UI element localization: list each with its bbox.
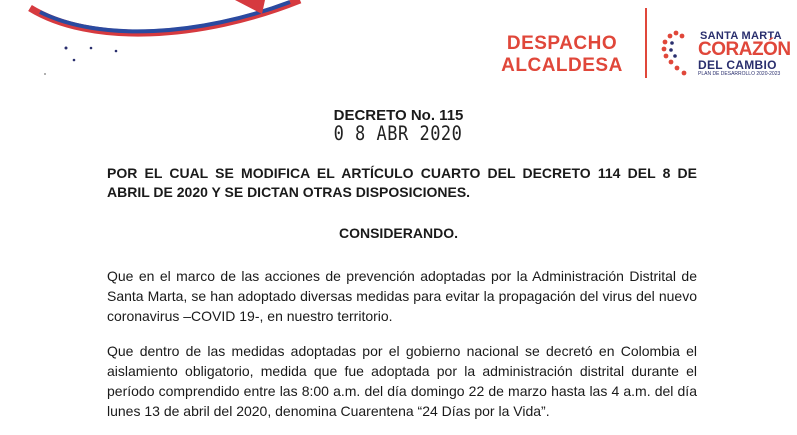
santa-marta-logo [660,28,795,80]
section-heading: CONSIDERANDO. [338,225,458,241]
logo-text-del-cambio: DEL CAMBIO [698,58,777,72]
paragraph-2: Que dentro de las medidas adoptadas por el gobierno nacional se decretó en Colombia el aislamiento obligatorio, medida que fue adoptada por la administración distrital durante el período comprendido entre las 8:00 a.m. del día domingo 22 de marzo hasta las 4 a.m. del día lunes 13 de abril del 2020, denomina Cuarentena “24 Días por la Vida”. [107,343,697,419]
logo-text-santa-marta: SANTA MARTA [700,30,782,42]
logo-text-plan: PLAN DE DESARROLLO 2020-2023 [698,71,781,77]
office-name [497,33,627,77]
decree-subject: POR EL CUAL SE MODIFICA EL ARTÍCULO CUARTO DEL DECRETO 114 DEL 8 DE ABRIL DE 2020 Y SE DICTAN OTRAS DISPOSICIONES. [107,165,697,200]
header-divider [645,8,647,78]
heart-icon [660,28,700,78]
header-swoosh-graphic [0,0,330,80]
office-line-1: DESPACHO [506,33,618,54]
paragraph-1: Que en el marco de las acciones de prevención adoptadas por la Administración Distrital de Santa Marta, se han adoptado diversas medidas para evitar la propagación del virus del nuevo coronavirus –COVID 19-, en nuestro territorio. [107,268,697,324]
date-stamp: 0 8 ABR 2020 [333,122,463,146]
logo-text-corazon: CORAZÓN [698,39,791,60]
decree-title: DECRETO No. 115 [333,107,464,124]
office-line-2: ALCALDESA [501,55,623,76]
